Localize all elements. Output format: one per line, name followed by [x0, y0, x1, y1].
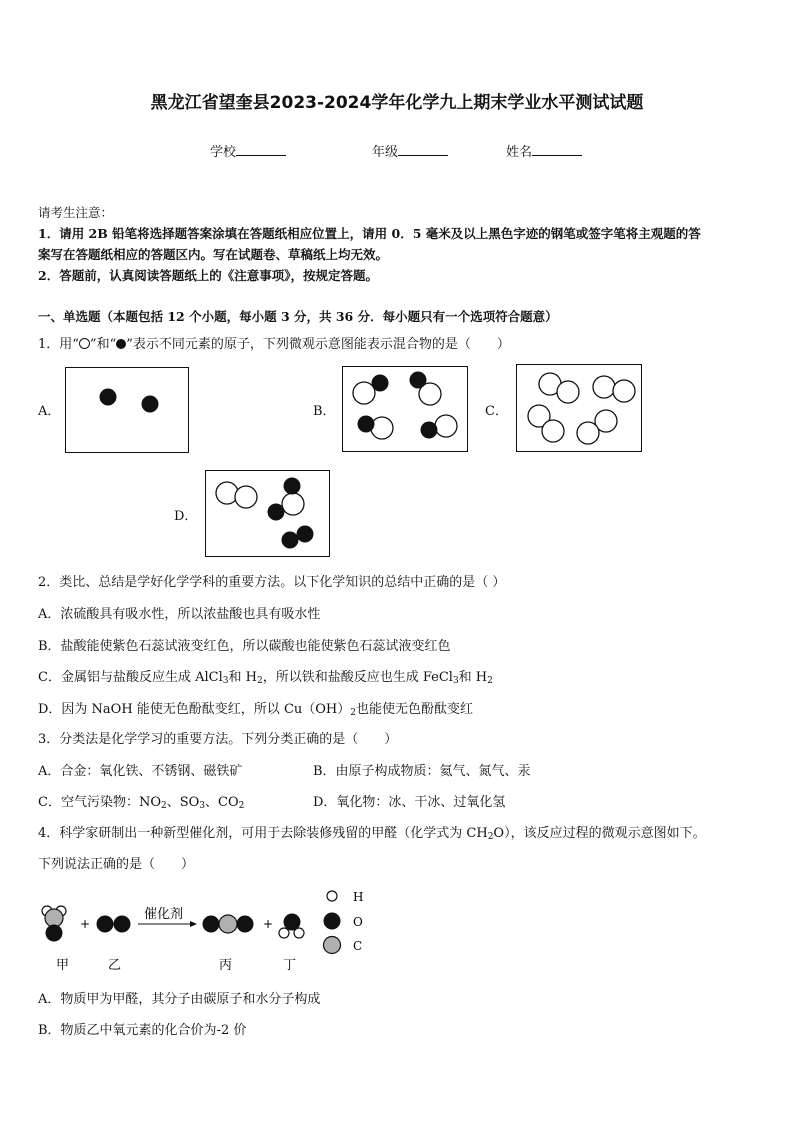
white-atom-icon	[79, 338, 90, 349]
q1-stem-c: ”表示不同元素的原子，下列微观示意图能表示混合物的是（ ）	[126, 337, 510, 352]
white-atom-icon	[542, 420, 564, 442]
black-atom-icon	[297, 526, 314, 543]
note-2: 2．答题前，认真阅读答题纸上的《注意事项》，按规定答题。	[38, 268, 378, 283]
species-label-yi: 乙	[108, 958, 122, 973]
white-atom-icon	[577, 422, 599, 444]
q1-option-a-box[interactable]	[65, 367, 189, 453]
q3-option-b[interactable]: B．由原子构成物质：氦气、氮气、汞	[313, 764, 531, 779]
note-1-line-1: 1．请用 2B 铅笔将选择题答案涂填在答题纸相应位置上，请用 0．5 毫米及以上黑色字迹的钢笔或签字笔将主观题的答	[38, 226, 701, 241]
school-blank[interactable]	[236, 143, 286, 156]
black-atom-icon	[268, 504, 285, 521]
q1-option-a-label: A．	[38, 404, 61, 419]
q2-c-part2: 和 H	[228, 670, 257, 685]
q4-option-b[interactable]: B．物质乙中氧元素的化合价为-2 价	[38, 1023, 247, 1038]
note-1-line-2: 案写在答题纸相应的答题区内。写在试题卷、草稿纸上均无效。	[38, 247, 389, 262]
carbon-dioxide-molecule-icon	[203, 915, 254, 933]
q1-option-c-box[interactable]	[516, 364, 642, 452]
oxygen-molecule-icon	[97, 916, 131, 933]
q2-option-c[interactable]	[38, 666, 493, 685]
subscript: 2	[487, 832, 494, 842]
q4-stem-line1	[38, 822, 706, 841]
black-atom-icon	[142, 396, 159, 413]
q1-option-b-box[interactable]	[342, 366, 468, 452]
species-label-ding: 丁	[283, 958, 297, 973]
white-atom-icon	[593, 376, 615, 398]
q4-option-a[interactable]: A．物质甲为甲醛，其分子由碳原子和水分子构成	[38, 992, 321, 1007]
legend-h: H	[353, 890, 364, 904]
notes-heading: 请考生注意：	[38, 205, 114, 220]
white-atom-icon	[282, 493, 304, 515]
q1-stem-b: ”和“	[89, 337, 117, 352]
species-label-jia: 甲	[56, 958, 70, 973]
q2-stem: 2．类比、总结是学好化学学科的重要方法。以下化学知识的总结中正确的是（ ）	[38, 575, 506, 590]
q1-option-a-diagram	[66, 368, 188, 452]
subscript: 2	[256, 676, 263, 686]
black-atom-icon	[282, 532, 299, 549]
molecule-icon	[353, 375, 389, 405]
q3-option-d[interactable]: D．氧化物：冰、干冰、过氧化氢	[313, 795, 506, 810]
legend-o: O	[353, 915, 363, 929]
q1-stem	[38, 333, 510, 352]
q4-reaction-diagram	[30, 882, 390, 978]
white-atom-icon	[557, 381, 579, 403]
legend-c: C	[353, 939, 363, 953]
white-atom-icon	[613, 380, 635, 402]
q2-d-part1: D．因为 NaOH 能使无色酚酞变红，所以 Cu（OH）	[38, 702, 351, 717]
subscript: 3	[199, 801, 206, 811]
name-label: 姓名	[506, 145, 533, 160]
q1-option-b-label: B．	[313, 404, 336, 419]
plus-sign: +	[80, 917, 91, 931]
page-title: 黑龙江省望奎县2023-2024学年化学九上期末学业水平测试试题	[150, 93, 644, 113]
black-atom-icon	[116, 339, 126, 349]
grade-field[interactable]	[372, 141, 448, 160]
subscript: 2	[238, 801, 245, 811]
species-label-bing: 丙	[219, 958, 233, 973]
section-1-heading: 一、单选题（本题包括 12 个小题，每小题 3 分，共 36 分．每小题只有一个选项符合题意）	[38, 309, 558, 324]
q2-option-a[interactable]: A．浓硫酸具有吸水性，所以浓盐酸也具有吸水性	[38, 607, 321, 622]
q4-stem-line2: 下列说法正确的是（ ）	[38, 857, 195, 872]
grade-label: 年级	[372, 145, 399, 160]
q2-c-part3: ，所以铁和盐酸反应也生成 FeCl	[262, 670, 453, 685]
q2-d-part2: 也能使无色酚酞变红	[356, 702, 474, 717]
molecule-icon	[421, 415, 458, 439]
q1-option-c-label: C．	[485, 404, 508, 419]
q4-stem-part1: 4．科学家研制出一种新型催化剂，可用于去除装修残留的甲醛（化学式为 CH	[38, 826, 488, 841]
subscript: 3	[222, 676, 229, 686]
q3-stem: 3．分类法是化学学习的重要方法。下列分类正确的是（ ）	[38, 732, 398, 747]
carbon-atom-icon	[324, 937, 341, 954]
q4-stem-part2: O），该反应过程的微观示意图如下。	[493, 826, 706, 841]
subscript: 2	[350, 708, 356, 718]
q2-c-part1: C．金属铝与盐酸反应生成 AlCl	[38, 670, 223, 685]
q3-c-part1: C．空气污染物：NO	[38, 795, 161, 810]
arrow-head-icon	[190, 921, 197, 927]
white-atom-icon	[216, 482, 238, 504]
black-atom-icon	[100, 389, 117, 406]
catalyst-label: 催化剂	[144, 907, 184, 922]
q2-option-b[interactable]: B．盐酸能使紫色石蕊试液变红色，所以碳酸也能使紫色石蕊试液变红色	[38, 639, 451, 654]
school-field[interactable]	[210, 141, 286, 160]
q3-option-a[interactable]: A．合金：氧化铁、不锈钢、磁铁矿	[38, 764, 243, 779]
q3-c-part2: 、SO	[166, 795, 200, 810]
subscript: 2	[160, 801, 167, 811]
q1-option-c-diagram	[517, 365, 641, 451]
q1-stem-a: 1．用“	[38, 337, 79, 352]
hydrogen-atom-icon	[327, 891, 337, 901]
black-atom-icon	[284, 478, 301, 495]
water-molecule-icon	[279, 914, 304, 939]
q3-c-part3: 、CO	[205, 795, 239, 810]
oxygen-atom-icon	[324, 913, 341, 930]
white-atom-icon	[235, 486, 257, 508]
q1-option-d-box[interactable]	[205, 470, 330, 557]
grade-blank[interactable]	[398, 143, 448, 156]
subscript: 3	[452, 676, 459, 686]
reaction-svg	[30, 882, 390, 978]
q1-option-d-diagram	[206, 471, 329, 556]
school-label: 学校	[210, 145, 237, 160]
q1-option-d-label: D．	[174, 509, 198, 524]
plus-sign: +	[263, 917, 274, 931]
q2-option-d[interactable]	[38, 698, 473, 717]
name-field[interactable]	[506, 141, 582, 160]
name-blank[interactable]	[532, 143, 582, 156]
molecule-icon	[358, 416, 394, 440]
formaldehyde-molecule-icon	[42, 906, 66, 942]
subscript: 2	[487, 676, 493, 686]
q2-c-part4: 和 H	[458, 670, 488, 685]
q1-option-b-diagram	[343, 367, 467, 451]
molecule-icon	[410, 372, 442, 406]
q3-option-c[interactable]	[38, 791, 244, 810]
